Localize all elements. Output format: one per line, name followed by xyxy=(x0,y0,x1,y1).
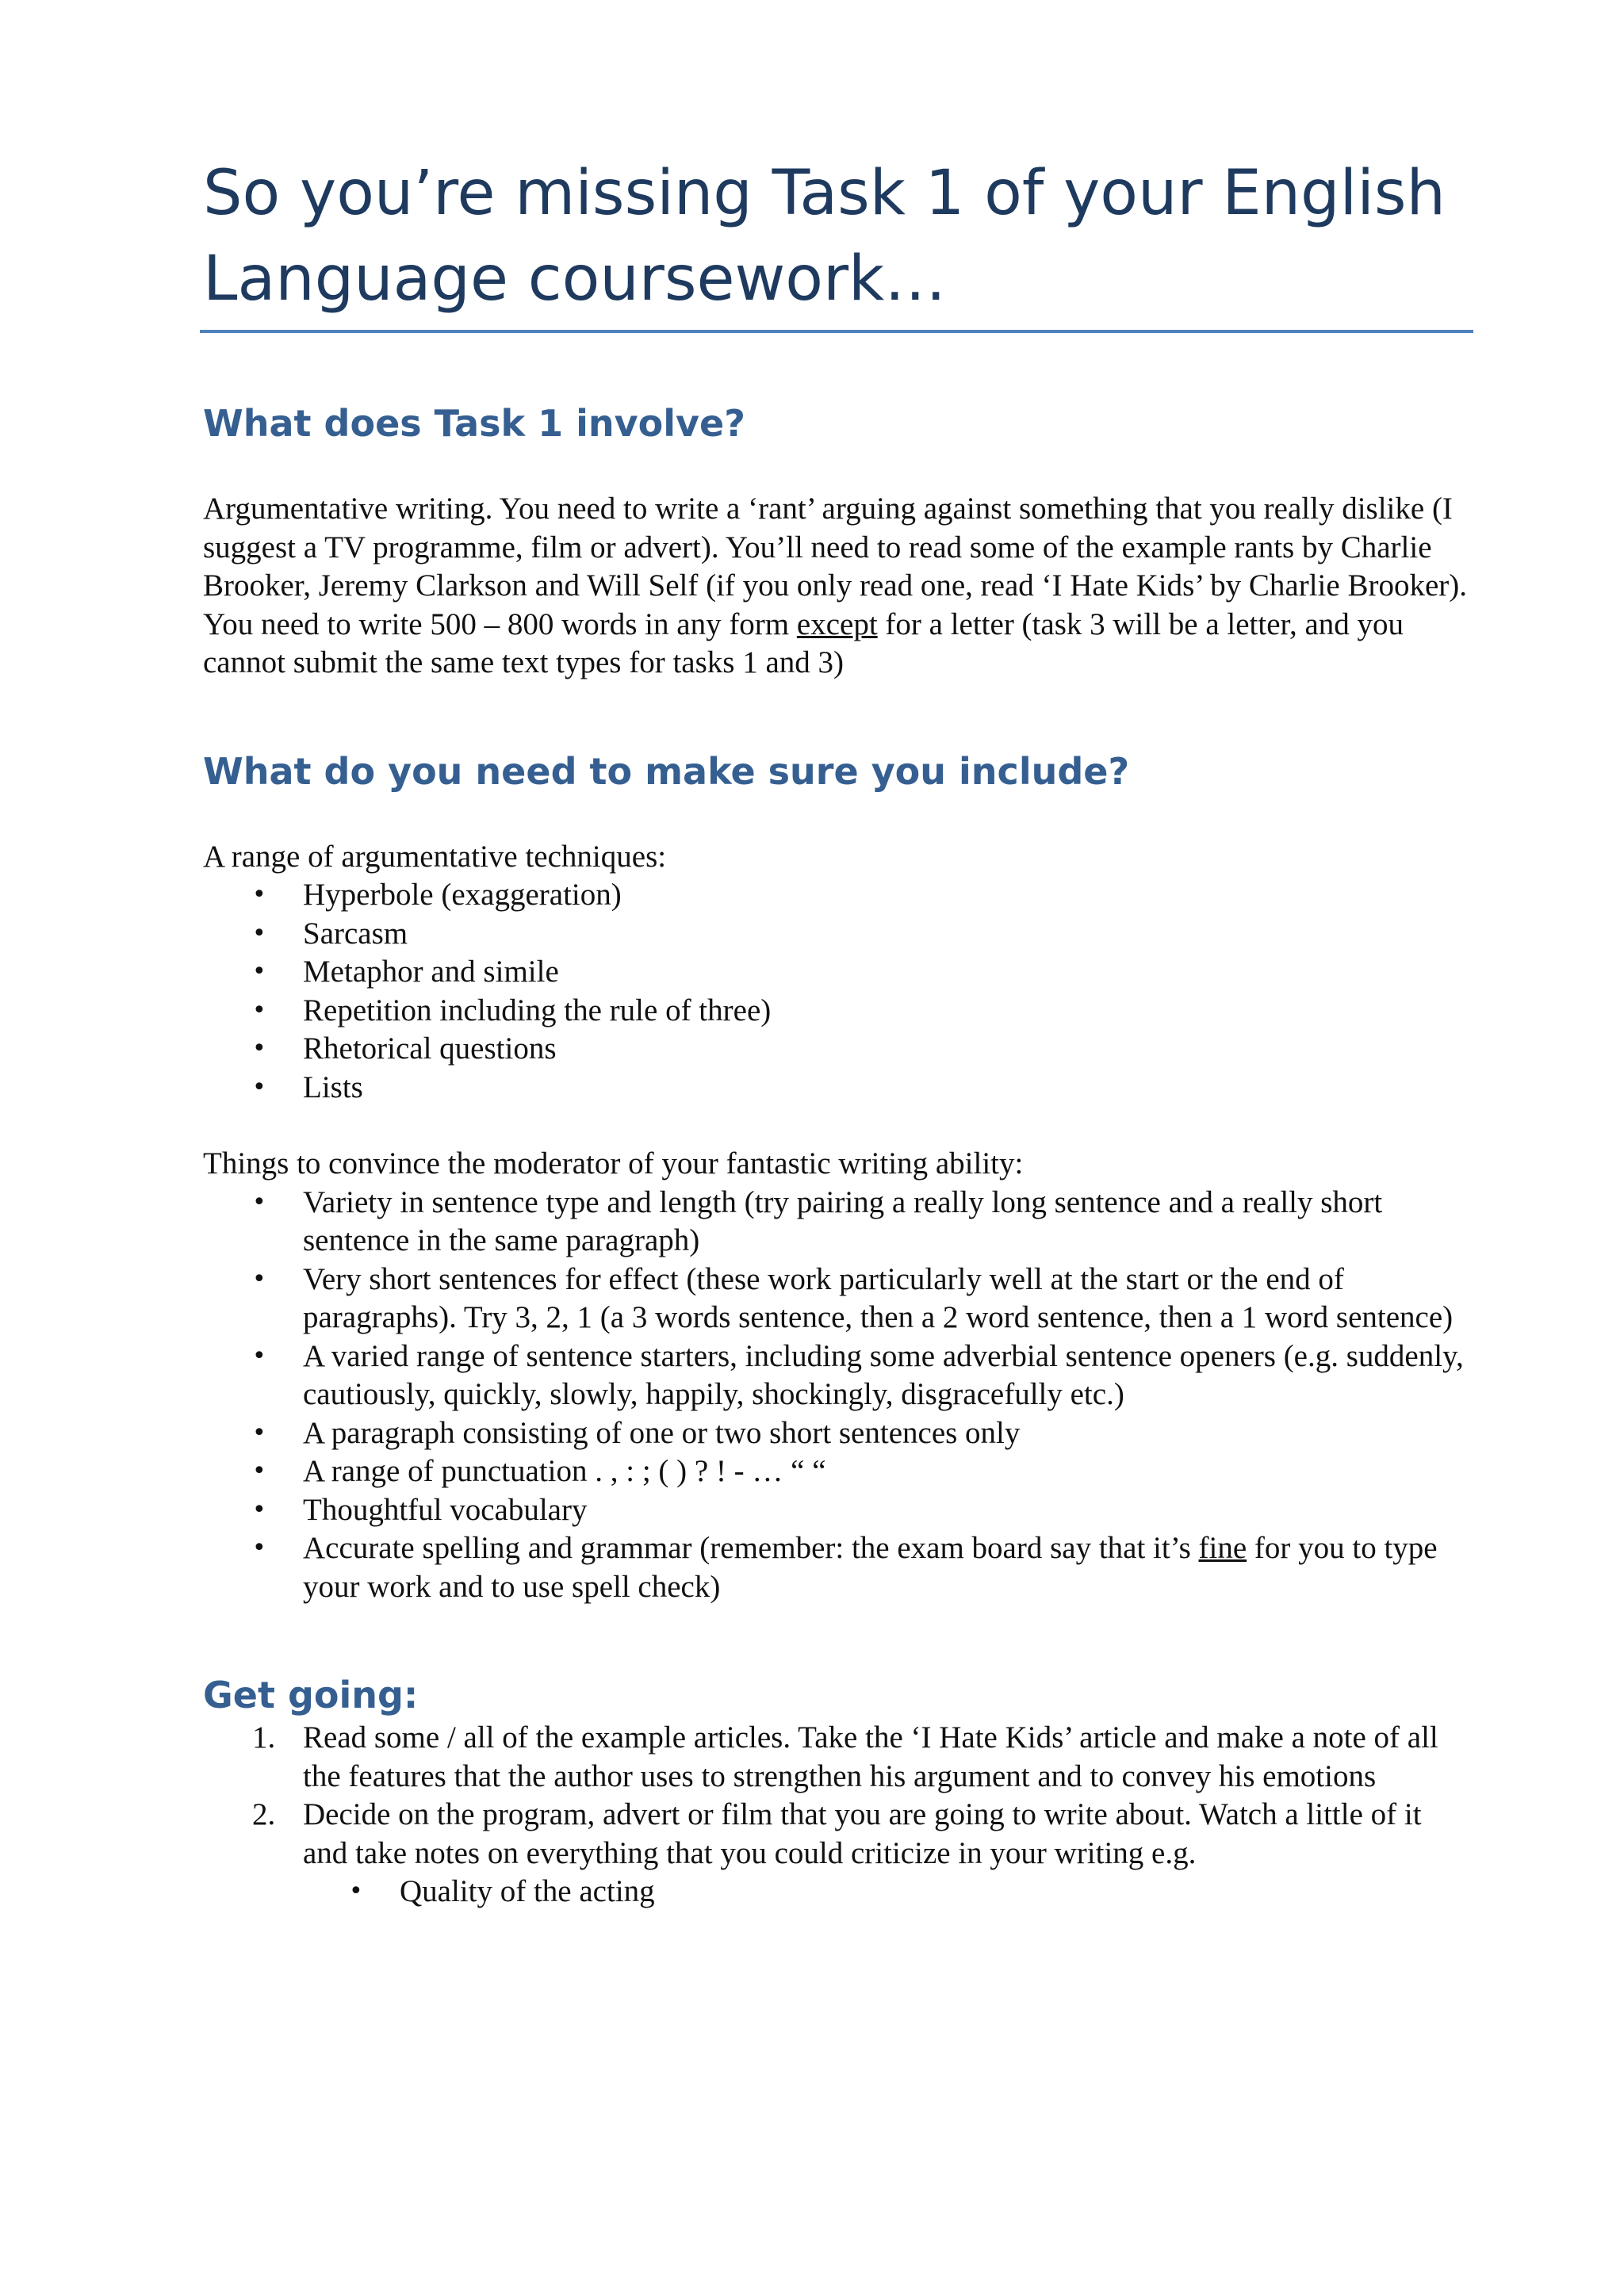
list-item xyxy=(203,1796,1472,1873)
list-item-text: Quality of the acting xyxy=(400,1874,655,1908)
except-underlined: except xyxy=(796,607,878,641)
list-item-text: Very short sentences for effect (these work particularly well at the start or the end of paragraphs). Try 3, 2, 1 (a 3 words sentence, then a 2 word sentence, then a 1 word sentence) xyxy=(303,1261,1454,1334)
list-item-text: Thoughtful vocabulary xyxy=(303,1492,588,1527)
bullet-icon: • xyxy=(252,1265,266,1293)
list-item-text: Sarcasm xyxy=(303,916,408,951)
bullet-icon: • xyxy=(252,1035,266,1062)
bullet-icon: • xyxy=(252,1534,266,1562)
bullet-icon: • xyxy=(349,1877,363,1905)
spelling-text-after: for you to type your work and to use spell check) xyxy=(303,1531,1438,1604)
word-count-text-before: You need to write 500 – 800 words in any form xyxy=(203,607,797,641)
list-item-text: Hyperbole (exaggeration) xyxy=(303,878,622,912)
list-item-text: A range of punctuation . , : ; ( ) ? ! - … “ “ xyxy=(303,1454,826,1488)
bullet-icon: • xyxy=(252,1495,266,1524)
list-item xyxy=(203,876,1472,915)
list-item-text: Lists xyxy=(303,1070,363,1104)
list-item xyxy=(203,1452,1472,1491)
list-item xyxy=(203,1337,1472,1414)
list-item xyxy=(203,1491,1472,1530)
fine-underlined: fine xyxy=(1198,1531,1247,1565)
ability-list xyxy=(203,1184,1472,1607)
list-item-text: A paragraph consisting of one or two short sentences only xyxy=(303,1415,1021,1450)
title-underline xyxy=(200,330,1473,333)
list-item xyxy=(203,915,1472,954)
steps-list xyxy=(203,1719,1472,1873)
step-number: 1. xyxy=(252,1720,276,1755)
bullet-icon: • xyxy=(252,958,266,985)
bullet-icon: • xyxy=(252,996,266,1024)
list-item-text: Read some / all of the example articles. Take the ‘I Hate Kids’ article and make a note of all the features that the author uses to strengthen his argument and to convey his emotions xyxy=(303,1720,1438,1793)
list-item-text: Metaphor and simile xyxy=(303,955,559,989)
bullet-icon: • xyxy=(252,919,266,947)
ability-intro: Things to convince the moderator of your fantastic writing ability: xyxy=(203,1146,1024,1181)
list-item xyxy=(203,1261,1472,1337)
techniques-list xyxy=(203,876,1472,1107)
techniques-intro: A range of argumentative techniques: xyxy=(203,839,667,874)
spelling-text-before: Accurate spelling and grammar (remember: the exam board say that it’s xyxy=(303,1531,1199,1565)
list-item xyxy=(203,953,1472,992)
list-item xyxy=(203,1184,1472,1261)
page-title: So you’re missing Task 1 of your English Language coursework… xyxy=(203,158,1446,315)
task1-word-count xyxy=(203,606,1472,683)
list-item-text: A varied range of sentence starters, including some adverbial sentence openers (e.g. suddenly, cautiously, quickly, slowly, happily, shockingly, disgracefully etc.) xyxy=(303,1338,1464,1411)
bullet-icon: • xyxy=(252,1073,266,1101)
list-item-text xyxy=(303,1531,1438,1604)
document-content xyxy=(203,151,1472,1911)
section-heading-get-going: Get going: xyxy=(203,1674,419,1716)
list-item-text: Rhetorical questions xyxy=(303,1031,557,1066)
step-number: 2. xyxy=(252,1797,276,1831)
word-count-text-after: for a letter (task 3 will be a letter, and you cannot submit the same text types for tasks 1 and 3) xyxy=(203,607,1404,679)
bullet-icon: • xyxy=(252,881,266,909)
list-item xyxy=(203,992,1472,1031)
bullet-icon: • xyxy=(252,1418,266,1447)
list-item xyxy=(203,1873,1472,1911)
task1-description: Argumentative writing. You need to write a ‘rant’ arguing against something that you really dislike (I suggest a TV programme, film or advert). You’ll need to read some of the example rants by Charlie Brooker, Jeremy Clarkson and Will Self (if you only read one, read ‘I Hate Kids’ by Charlie Brooker). xyxy=(203,492,1467,603)
list-item xyxy=(203,1069,1472,1108)
list-item xyxy=(203,1529,1472,1606)
bullet-icon: • xyxy=(252,1341,266,1370)
list-item-text: Repetition including the rule of three) xyxy=(303,993,772,1027)
list-item xyxy=(203,1030,1472,1069)
list-item xyxy=(203,1719,1472,1796)
list-item-text: Decide on the program, advert or film that you are going to write about. Watch a little of it and take notes on everything that you could criticize in your writing e.g. xyxy=(303,1797,1422,1870)
step2-sub-list xyxy=(203,1873,1472,1911)
list-item xyxy=(203,1414,1472,1453)
bullet-icon: • xyxy=(252,1457,266,1485)
list-item-text: Variety in sentence type and length (try pairing a really long sentence and a really short sentence in the same paragraph) xyxy=(303,1184,1383,1257)
section-heading-task1: What does Task 1 involve? xyxy=(203,402,745,445)
bullet-icon: • xyxy=(252,1188,266,1216)
section-heading-include: What do you need to make sure you include? xyxy=(203,749,1130,793)
